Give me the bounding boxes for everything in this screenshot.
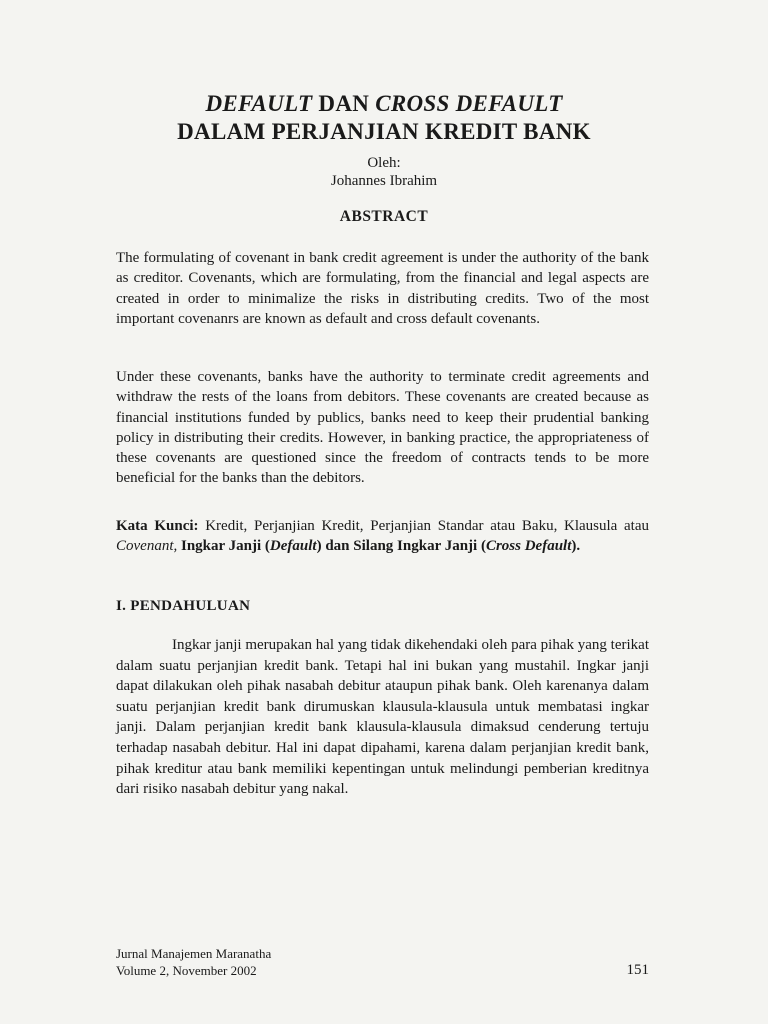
keywords-text-3: ) dan Silang Ingkar Janji ( (316, 538, 486, 555)
keywords-covenant: Covenant, (116, 538, 178, 555)
keywords-text-2: Ingkar Janji ( (177, 538, 270, 555)
abstract-paragraph-1: The formulating of covenant in bank credit agreement is under the authority of the bank as creditor. Covenants, which are formulating, from the financial and legal aspects are created in order to minimalize the risks in distributing credits. Two of the most important covenanrs are known as default and cross default covenants. (116, 250, 649, 327)
section-heading: I. PENDAHULUAN (116, 598, 251, 614)
footer-volume: Volume 2, November 2002 (116, 963, 257, 978)
title-dan-word: DAN (312, 91, 376, 116)
keywords-text-4: ). (571, 538, 581, 555)
article-title-line2: DALAM PERJANJIAN KREDIT BANK (177, 119, 591, 144)
author-name: Johannes Ibrahim (330, 173, 438, 189)
keywords-default: Default (269, 538, 317, 555)
article-title-line1 (0, 91, 768, 117)
title-default-word: DEFAULT (205, 91, 313, 116)
keywords-cross-default: Cross Default (485, 538, 572, 555)
footer-journal-name: Jurnal Manajemen Maranatha (116, 946, 272, 961)
keywords-label: Kata Kunci: (116, 518, 199, 534)
abstract-heading: ABSTRACT (339, 208, 429, 225)
section-paragraph: Ingkar janji merupakan hal yang tidak dikehendaki oleh para pihak yang terikat dalam suatu perjanjian kredit bank. Tetapi hal ini bukan yang mustahil. Ingkar janji dapat dilakukan oleh pihak nasabah debitur ataupun pihak bank. Oleh karenanya dalam suatu perjanjian kredit bank dirumuskan klausula-klausula untuk membatasi ingkar janji. Dalam perjanjian kredit bank klausula-klausula dimaksud cenderung tertuju terhadap nasabah debitur. Hal ini dapat dipahami, karena dalam perjanjian kredit bank, pihak kreditur atau bank memiliki kepentingan untuk melindungi pemberian kreditnya dari risiko nasabah debitur yang nakal. (116, 637, 649, 798)
keywords-paragraph (116, 516, 649, 557)
footer-journal-info (116, 945, 271, 979)
abstract-paragraph-2: Under these covenants, banks have the authority to terminate credit agreements and withdraw the rests of the loans from debitors. These covenants are created because as financial institutions funded by publics, banks need to keep their prudential banking policy in distributing their credits. However, in banking practice, the appropriateness of these covenants are questioned since the freedom of contracts tends to be more beneficial for the banks than the debitors. (116, 369, 649, 487)
title-cross-default-word: CROSS DEFAULT (375, 91, 563, 116)
byline-label: Oleh: (367, 155, 401, 171)
keywords-text-1: Kredit, Perjanjian Kredit, Perjanjian Standar atau Baku, Klausula atau (198, 518, 649, 534)
page-number: 151 (626, 962, 649, 978)
